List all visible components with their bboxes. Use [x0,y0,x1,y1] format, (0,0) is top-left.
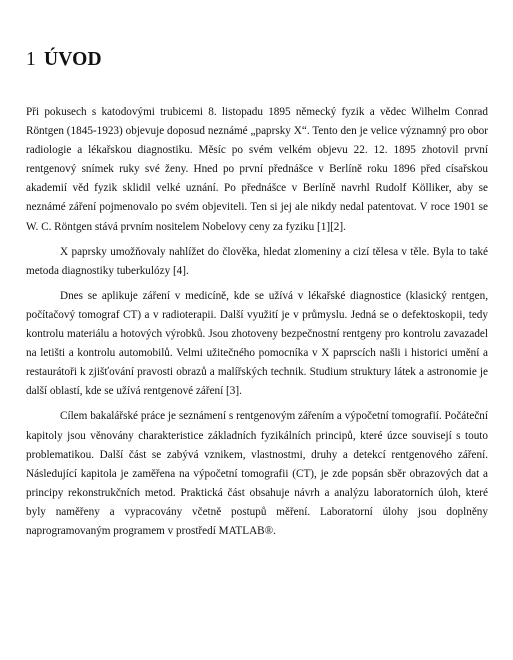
paragraph-history: Při pokusech s katodovými trubicemi 8. listopadu 1895 německý fyzik a vědec Wilhelm Conrad Röntgen (1845-1923) objevuje doposud neznámé „paprsky X“. Tento den je velice významný pro obor radiologie a lékařskou diagnostiku. Měsíc po svém velkém objevu 22. 12. 1895 zhotovil první rentgenový snímek ruky své ženy. Hned po první přednášce v Berlíně roku 1896 před císařskou akademií věd fyzik sklidil velké uznání. Po přednášce v Berlíně navrhl Rudolf Kölliker, aby se neznámé záření pojmenovalo po svém objeviteli. Ten si jej ale nikdy nedal patentovat. V roce 1901 se W. C. Röntgen stává prvním nositelem Nobelovy ceny za fyziku [1][2]. [26,106,488,233]
paragraph-diagnostics: X paprsky umožňovaly nahlížet do člověka, hledat zlomeniny a cizí tělesa v těle. Byla to také metoda diagnostiky tuberkulózy [4]. [26,245,488,277]
paragraph-applications: Dnes se aplikuje záření v medicíně, kde se užívá v lékařské diagnostice (klasický rentgen, počítačový tomograf CT) a v radioterapii. Další využití je v průmyslu. Jedná se o defektoskopii, tedy kontrolu materiálu a hotových výrobků. Jsou zhotoveny bezpečnostní rentgeny pro kontrolu zavazadel na letišti a kontrolu automobilů. Velmi užitečného pomocníka v X paprscích našli i historici umění a restaurátoři k zjišťování pravosti obrazů a malířských technik. Studium struktury látek a astronomie je další oblastí, kde se užívá rentgenové záření [3]. [26,289,488,398]
chapter-heading [26,49,102,71]
chapter-number: 1 [26,49,36,71]
chapter-title: ÚVOD [43,49,102,71]
body-text [26,103,488,547]
paragraph-goals: Cílem bakalářské práce je seznámení s rentgenovým zářením a výpočetní tomografií. Počáteční kapitoly jsou věnovány charakteristice základních fyzikálních principů, které úzce souvisejí s touto problematikou. Další část se zabývá vznikem, vlastnostmi, druhy a detekcí rentgenového záření. Následující kapitola je zaměřena na výpočetní tomografii (CT), je zde popsán sběr obrazových dat a principy rekonstrukčních metod. Praktická část obsahuje návrh a analýzu laboratorních úloh, které byly naměřeny a vypracovány včetně postupů měření. Laboratorní úlohy jsou doplněny naprogramovaným programem v prostředí MATLAB®. [26,410,488,537]
